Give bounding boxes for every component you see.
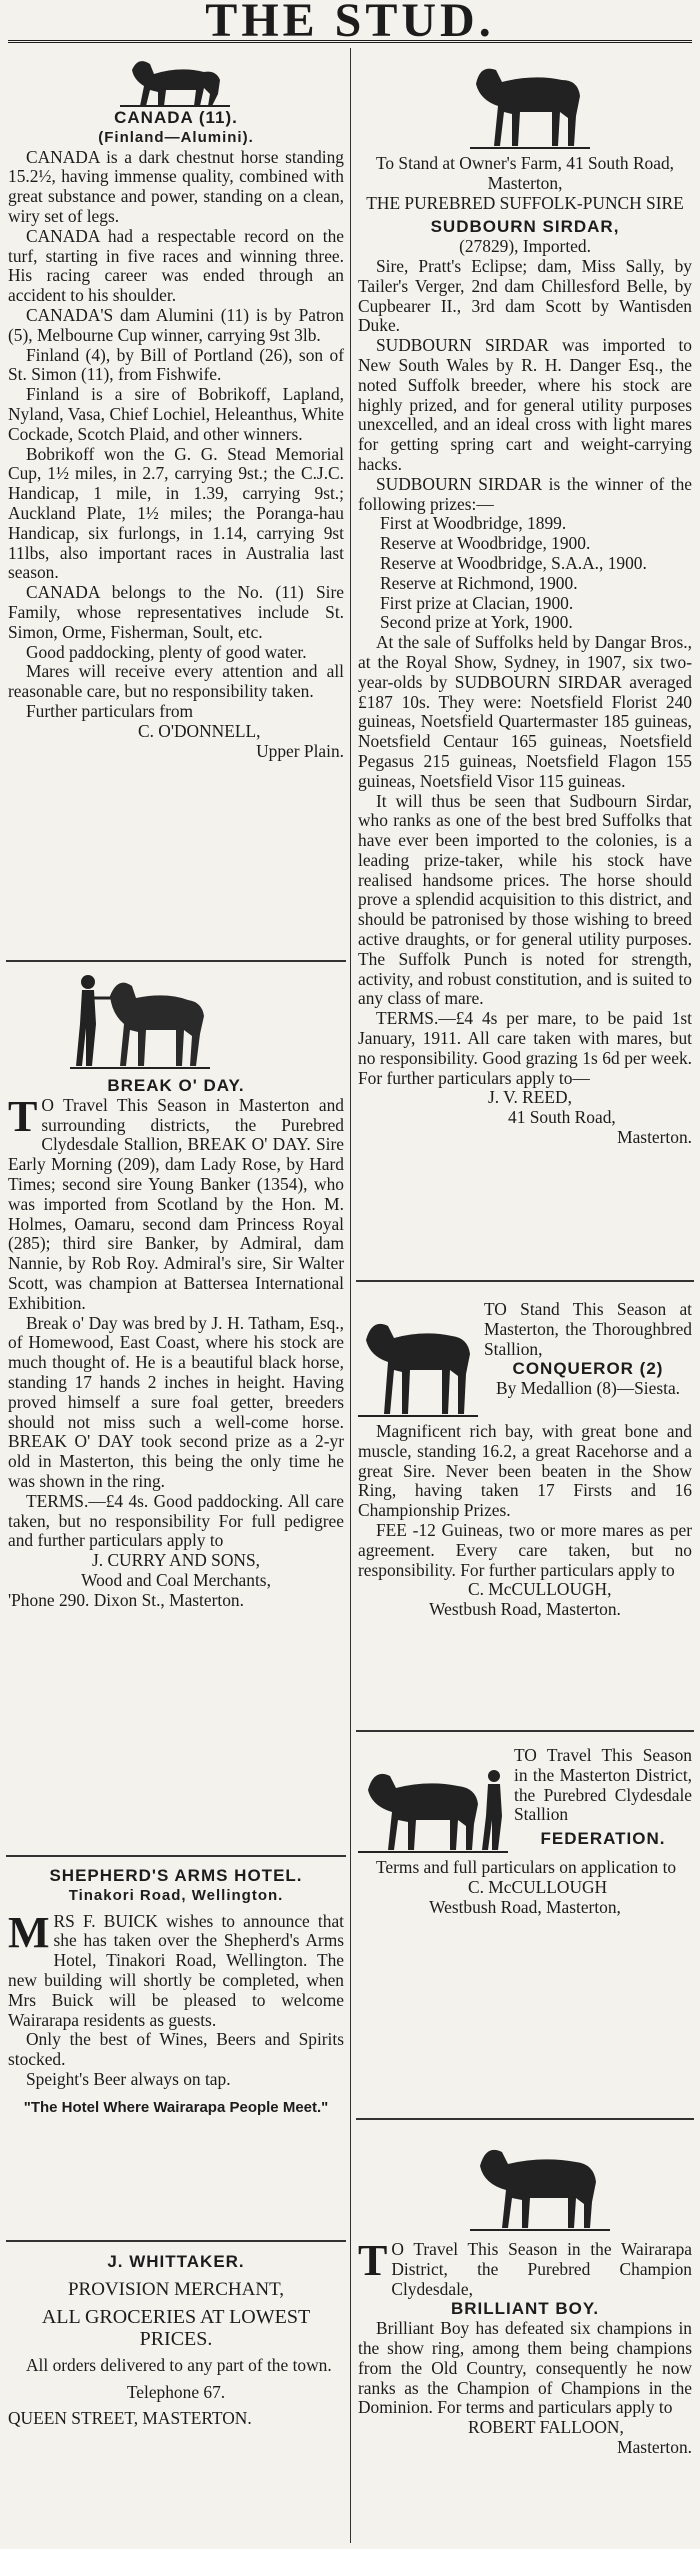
sudbourn-paragraph: SUDBOURN SIRDAR was imported to New South Wales by R. H. Danger Esq., the noted Suffolk breeder, where his stock are highly prized, and for general utility purposes unexcelled, and an ideal cross with light mares for getting spring cart and weight-carrying hacks. xyxy=(358,335,692,474)
sudbourn-town: Masterton. xyxy=(617,1127,692,1148)
brilliant-paragraph: Brilliant Boy has defeated six champions in the show ring, among them being champions from the Old Country, consequently he now ranks as the Champion of Champions in the Dominion. For terms and particulars apply to xyxy=(358,2318,692,2418)
horse-cut-icon xyxy=(120,50,230,108)
prize-item: First at Woodbridge, 1899. xyxy=(380,513,567,534)
conqueror-pedigree: By Medallion (8)—Siesta. xyxy=(495,1378,681,1399)
break-o-day-signature: J. CURRY AND SONS, xyxy=(92,1550,260,1571)
canada-paragraph: Mares will receive every attention and all reasonable care, but no responsibility taken. xyxy=(8,661,344,702)
conqueror-paragraph: Magnificent rich bay, with great bone and muscle, standing 16.2, a great Racehorse and a great Sire. Never been beaten in the Show Ring, having taken 17 Firsts and 16 Championship Prizes. xyxy=(358,1421,692,1521)
break-o-day-paragraph: O Travel This Season in Masterton and surrounding districts, the Purebred Clydesdale Stallion, BREAK O' DAY. Sire Early Morning (209), dam Lady Rose, by Hard Times; second sire Young Banker (1354), who was imported from Scotland by the Hon. M. Holmes, Oamaru, second dam Princess Royal (285); third sire Banker, by Admiral, dam Nannie, by Rob Roy. Admiral's sire, Sir Walter Scott, was champion at Battersea International Exhibition. xyxy=(8,1094,344,1313)
whittaker-phone: Telephone 67. xyxy=(126,2382,226,2403)
separator-rule xyxy=(356,2118,694,2120)
conqueror-title: CONQUEROR (2) xyxy=(512,1359,664,1379)
conqueror-paragraph: FEE -12 Guineas, two or more mares as per agreement. Every care taken, but no responsibility. For further particulars apply to xyxy=(358,1519,692,1580)
sudbourn-paragraph: Sire, Pratt's Eclipse; dam, Miss Sally, by Tailer's Verger, 2nd dam Chillesford Belle, by Cupbearer II., 3rd dam Scott by Wantisden Duke. xyxy=(358,255,692,336)
shepherds-subtitle: Tinakori Road, Wellington. xyxy=(68,1886,284,1904)
sudbourn-address: 41 South Road, xyxy=(508,1107,616,1128)
whittaker-address: QUEEN STREET, MASTERTON. xyxy=(8,2408,252,2429)
shepherds-paragraph: Speight's Beer always on tap. xyxy=(26,2068,231,2089)
canada-address: Upper Plain. xyxy=(256,740,344,761)
break-o-day-advert xyxy=(8,1076,344,1611)
sudbourn-paragraph: At the sale of Suffolks held by Dangar Bros., at the Royal Show, Sydney, in 1907, six two-year-olds by SUDBOURN SIRDAR averaged £187 10s. They were: Noetsfield Florist 240 guineas, Noetsfield Quartermaster 185 guineas, Noetsfield Centaur 165 guineas, Noetsfield Pegasus 215 guineas, Noetsfield Flagon 155 guineas, Noetsfield Visor 115 guineas. xyxy=(358,632,692,791)
prize-item: Reserve at Richmond, 1900. xyxy=(380,572,578,593)
break-o-day-phone: 'Phone 290. Dixon St., Masterton. xyxy=(8,1589,244,1610)
federation-paragraph: Terms and full particulars on application to xyxy=(376,1857,677,1877)
shepherds-arms-advert xyxy=(8,1866,344,2118)
sudbourn-title: SUDBOURN SIRDAR, xyxy=(430,217,620,237)
shepherds-paragraph: Only the best of Wines, Beers and Spirits stocked. xyxy=(8,2029,344,2070)
separator-rule xyxy=(6,960,346,962)
canada-paragraph: Further particulars from xyxy=(26,700,194,721)
separator-rule xyxy=(356,1280,694,1282)
canada-paragraph: CANADA belongs to the No. (11) Sire Family, whose representatives include St. Simon, Orme, Fisherman, Soult, etc. xyxy=(8,582,344,642)
sudbourn-registration: (27829), Imported. xyxy=(459,236,591,257)
sudbourn-intro: To Stand at Owner's Farm, 41 South Road, Masterton, xyxy=(375,153,675,193)
brilliant-town: Masterton. xyxy=(617,2436,692,2457)
canada-paragraph: Finland is a sire of Bobrikoff, Lapland, Nyland, Vasa, Chief Lochiel, Heleanthus, White Cockade, Scotch Plaid, and other winners. xyxy=(8,384,344,444)
page-header xyxy=(0,0,700,47)
drop-cap: M xyxy=(8,1907,50,1957)
break-o-day-paragraph: TERMS.—£4 4s. Good paddocking. All care taken, but no responsibility For full pedigree and further particulars apply to xyxy=(8,1490,344,1551)
column-divider xyxy=(350,48,351,2543)
canada-paragraph: Bobrikoff won the G. G. Stead Memorial Cup, 1½ miles, in 2.7, carrying 9st.; the C.J.C. Handicap, 1 mile, in 1.39, carrying 9st.; Auckland Plate, 1½ miles; the Poranga-hau Handicap, six furlongs, in 1.14, carrying 9st 11lbs, also important races in Australia last season. xyxy=(8,443,344,583)
header-rule xyxy=(8,40,692,43)
prize-item: First prize at Clacian, 1900. xyxy=(380,592,574,613)
break-o-day-trade: Wood and Coal Merchants, xyxy=(81,1569,271,1590)
whittaker-headline: ALL GROCERIES AT LOWEST PRICES. xyxy=(41,2305,311,2350)
shepherds-title: SHEPHERD'S ARMS HOTEL. xyxy=(49,1866,303,1885)
federation-signature: C. McCULLOUGH xyxy=(468,1876,608,1897)
separator-rule xyxy=(356,1730,694,1732)
canada-signature: C. O'DONNELL, xyxy=(138,720,261,741)
shepherds-slogan: "The Hotel Where Wairarapa People Meet." xyxy=(23,2098,329,2116)
sudbourn-sirdar-advert xyxy=(358,154,692,1148)
canada-title: CANADA (11). xyxy=(114,108,238,127)
conqueror-intro: TO Stand This Season at Masterton, the Thoroughbred Stallion, xyxy=(484,1299,692,1359)
sudbourn-paragraph: TERMS.—£4 4s per mare, to be paid 1st January, 1911. All care taken with mares, but no responsibility. Good grazing 1s 6d per week. For further particulars apply to— xyxy=(358,1008,692,1088)
sudbourn-paragraph: SUDBOURN SIRDAR is the winner of the following prizes:— xyxy=(358,473,692,514)
drop-cap: T xyxy=(8,1091,38,1141)
prize-item: Reserve at Woodbridge, 1900. xyxy=(380,533,591,554)
separator-rule xyxy=(6,2240,346,2242)
brilliant-boy-advert xyxy=(358,2236,692,2458)
canada-subtitle: (Finland—Alumini). xyxy=(98,128,254,146)
thoroughbred-horse-icon xyxy=(358,1300,478,1420)
brilliant-signature: ROBERT FALLOON, xyxy=(468,2417,624,2438)
clydesdale-with-handler-icon xyxy=(358,1746,508,1856)
federation-title: FEDERATION. xyxy=(540,1829,666,1849)
canada-paragraph: CANADA'S dam Alumini (11) is by Patron (5), Melbourne Cup winner, carrying 9st 3lb. xyxy=(8,304,344,345)
clydesdale-horse-icon xyxy=(470,2126,610,2234)
break-o-day-paragraph: Break o' Day was bred by J. H. Tatham, Esq., of Homewood, East Coast, where his stock are much thought of. He is a beautiful black horse, standing 17 hands 2 inches in height. Having proved himself a sure foal getter, breeders should not miss such a well-come horse. BREAK O' DAY took second prize as a 2-yr old in Masterton, this being the only time he was shown in the ring. xyxy=(8,1312,344,1491)
sudbourn-signature: J. V. REED, xyxy=(488,1087,572,1108)
prize-item: Second prize at York, 1900. xyxy=(380,612,573,633)
page-title: THE STUD. xyxy=(205,0,495,47)
whittaker-title: J. WHITTAKER. xyxy=(107,2252,245,2271)
federation-address: Westbush Road, Masterton, xyxy=(429,1896,621,1917)
canada-paragraph: CANADA had a respectable record on the turf, starting in five races and winning three. His racing career was ended through an accident to his shoulder. xyxy=(8,225,344,306)
canada-paragraph: CANADA is a dark chestnut horse standing 15.2½, having immense quality, combined with great substance and power, standing on a clean, wiry set of legs. xyxy=(8,146,344,226)
whittaker-body: All orders delivered to any part of the town. xyxy=(26,2354,332,2375)
conqueror-advert xyxy=(358,1300,692,1620)
whittaker-advert xyxy=(8,2252,344,2429)
sudbourn-heading: THE PUREBRED SUFFOLK-PUNCH SIRE xyxy=(366,192,684,213)
federation-intro: TO Travel This Season in the Masterton District, the Purebred Clydesdale Stallion xyxy=(514,1745,692,1825)
federation-advert xyxy=(358,1746,692,1917)
separator-rule xyxy=(6,1855,346,1857)
canada-paragraph: Good paddocking, plenty of good water. xyxy=(26,641,307,662)
suffolk-punch-horse-icon xyxy=(470,50,590,150)
canada-paragraph: Finland (4), by Bill of Portland (26), son of St. Simon (11), from Fishwife. xyxy=(8,344,344,385)
conqueror-address: Westbush Road, Masterton. xyxy=(429,1599,621,1620)
sudbourn-paragraph: It will thus be seen that Sudbourn Sirdar, who ranks as one of the best bred Suffolks that have ever been imported to the colonies, is a leading prize-taker, while his stock have realised handsome prices. The horse should prove a splendid acquisition to this district, and should be patronised by those wishing to breed active draughts, or for general utility purposes. The Suffolk Punch is noted for strength, activity, and robust constitution, and is suited to any class of mare. xyxy=(358,790,692,1009)
canada-advert xyxy=(8,108,344,761)
brilliant-intro: O Travel This Season in the Wairarapa District, the Purebred Champion Clydesdale, xyxy=(391,2239,692,2299)
brilliant-title: BRILLIANT BOY. xyxy=(450,2299,600,2319)
horse-with-groom-icon xyxy=(70,968,210,1072)
prize-item: Reserve at Woodbridge, S.A.A., 1900. xyxy=(380,552,647,573)
drop-cap: T xyxy=(358,2236,388,2285)
shepherds-paragraph: RS F. BUICK wishes to announce that she has taken over the Shepherd's Arms Hotel, Tinakori Road, Wellington. The new building will shortly be completed, when Mrs Buick will be pleased to welcome Wairarapa residents as guests. xyxy=(8,1910,344,2030)
conqueror-signature: C. McCULLOUGH, xyxy=(468,1579,612,1600)
break-o-day-title: BREAK O' DAY. xyxy=(107,1076,245,1095)
whittaker-subtitle: PROVISION MERCHANT, xyxy=(67,2278,285,2300)
